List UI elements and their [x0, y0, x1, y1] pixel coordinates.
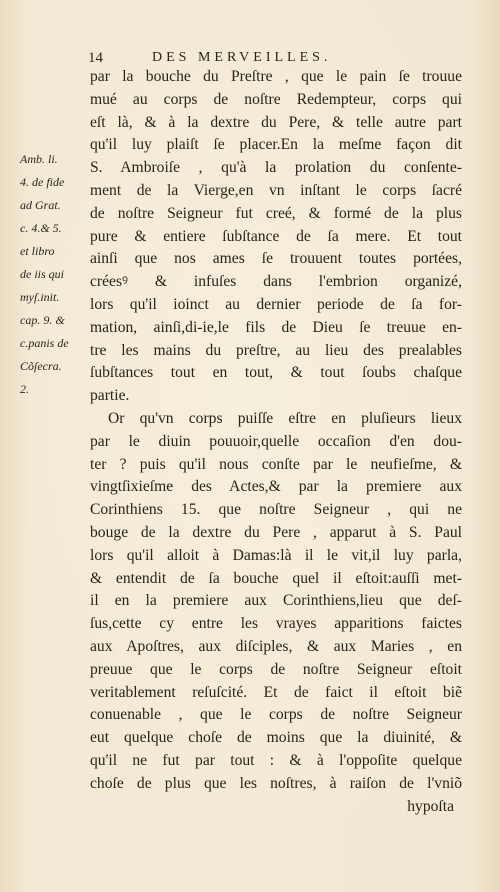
margin-citation	[20, 148, 84, 401]
text-line: lors qu'il ioinct au dernier periode de ſa for-	[90, 295, 462, 313]
margin-note-line: 2.	[20, 382, 29, 396]
text-line: créesꝰ & infuſes dans l'embrion organizé,	[90, 273, 462, 291]
running-head: DES MERVEILLES.	[152, 50, 332, 65]
margin-note-line: cap. 9. &	[20, 313, 65, 327]
text-line: lors qu'il alloit à Damas:là il le vit,il luy parla,	[90, 546, 462, 564]
text-line: S. Ambroiſe , qu'à la prolation du conſente-	[90, 159, 462, 177]
margin-note-line: 4. de fide	[20, 175, 65, 189]
text-line: ſubſtances tout en tout, & tout ſoubs chaſque	[90, 364, 462, 382]
text-line: eſt là, & à la dextre du Pere, & telle autre part	[90, 113, 462, 131]
margin-note-line: Cõſecra.	[20, 359, 62, 373]
margin-note-line: ad Grat.	[20, 198, 61, 212]
margin-note-line: Amb. li.	[20, 152, 58, 166]
text-line: ainſi que nos ames ſe trouuent toutes portées,	[90, 250, 462, 268]
text-line: eut quelque choſe de moins que la diuinité, &	[90, 729, 462, 747]
text-line: mation, ainſi,di-ie,le fils de Dieu ſe treuue en-	[90, 318, 462, 336]
text-line: vingtſixieſme des Actes,& par la premiere aux	[90, 478, 462, 496]
text-line: pure & entiere ſubſtance de ſa mere. Et tout	[90, 227, 462, 245]
text-line: bouge de la dextre du Pere , apparut à S. Paul	[90, 523, 462, 541]
text-line: par la bouche du Preſtre , que le pain ſe trouue	[90, 68, 462, 85]
text-line: de noſtre Seigneur fut creé, & formé de la plus	[90, 204, 462, 222]
text-line: il en la premiere aux Corinthiens,lieu que deſ-	[90, 592, 462, 610]
text-line: tre les mains du preſtre, au lieu des prealables	[90, 341, 462, 359]
text-line: ment de la Vierge,en vn inſtant le corps ſacré	[90, 181, 462, 199]
text-line: mué au corps de noſtre Redempteur, corps qui	[90, 90, 462, 108]
text-line: ter ? puis qu'il nous conſte par le neufieſme, &	[90, 455, 462, 473]
text-line: ſus,cette cy entre les vrayes apparitions faictes	[90, 615, 462, 633]
catchword: hypoſta	[407, 797, 454, 815]
text-line: qu'il ne fut par tout : & à l'oppoſite quelque	[90, 751, 462, 769]
text-line: conuenable , que le corps de noſtre Seigneur	[90, 706, 462, 724]
margin-note-line: de iis qui	[20, 267, 64, 281]
text-line: veritablement reſuſcité. Et de faict il eſtoit biẽ	[90, 683, 462, 701]
text-line: preuue que le corps de noſtre Seigneur eſtoit	[90, 660, 462, 678]
margin-note-line: myſ.init.	[20, 290, 60, 304]
text-line: Corinthiens 15. que noſtre Seigneur , qui ne	[90, 501, 462, 519]
margin-note-line: c.panis de	[20, 336, 69, 350]
margin-note-line: et libro	[20, 244, 55, 258]
text-line: aux Apoſtres, aux diſciples, & aux Maries , en	[90, 637, 462, 655]
margin-note-line: c. 4.& 5.	[20, 221, 62, 235]
text-line: qu'il luy plaiſt ſe placer.En la meſme façon dit	[90, 136, 462, 154]
text-line: partie.	[90, 387, 130, 405]
body-text	[90, 66, 462, 818]
text-line: par le diuin pouuoir,quelle occaſion d'en dou-	[90, 432, 462, 450]
text-line: Or qu'vn corps puiſſe eſtre en pluſieurs lieux	[108, 409, 462, 427]
page-number: 14	[88, 50, 103, 66]
text-line: choſe de plus que les noſtres, à raiſon de l'vniõ	[90, 774, 462, 792]
text-line: & entendit de ſa bouche quel il eſtoit:auſſi met-	[90, 569, 462, 587]
